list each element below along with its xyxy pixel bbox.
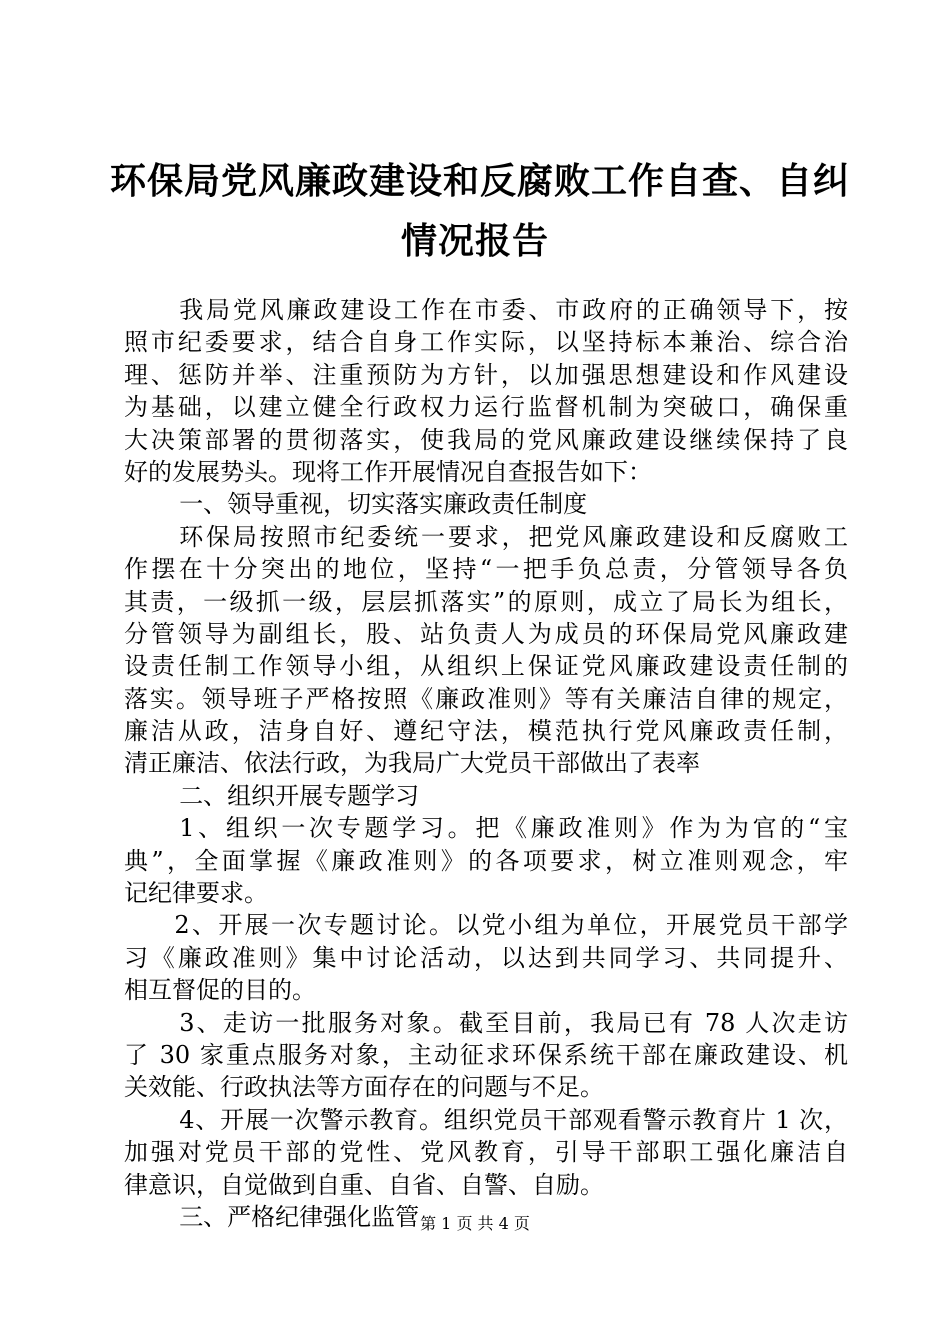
paragraph-line: 分管领导为副组长，股、站负责人为成员的环保局党风廉政建 bbox=[124, 619, 848, 648]
paragraph-line: 大决策部署的贯彻落实，使我局的党风廉政建设继续保持了良 bbox=[124, 425, 848, 454]
paragraph-line: 关效能、行政执法等方面存在的问题与不足。 bbox=[124, 1073, 604, 1102]
document-title-line-2: 情况报告 bbox=[400, 221, 549, 262]
paragraph-line: 清正廉洁、依法行政，为我局广大党员干部做出了表率 bbox=[124, 749, 700, 778]
paragraph-line: 相互督促的目的。 bbox=[124, 976, 316, 1005]
paragraph-line: 我局党风廉政建设工作在市委、市政府的正确领导下，按 bbox=[179, 296, 848, 324]
paragraph-line: 作摆在十分突出的地位，坚持“一把手负总责，分管领导各负 bbox=[124, 555, 848, 584]
paragraph-line: 2、开展一次专题讨论。以党小组为单位，开展党员干部学 bbox=[174, 911, 848, 940]
paragraph-line: 4、开展一次警示教育。组织党员干部观看警示教育片 1 次， bbox=[179, 1105, 848, 1134]
paragraph-line: 廉洁从政，洁身自好、遵纪守法，模范执行党风廉政责任制， bbox=[124, 717, 848, 746]
paragraph-line: 典”，全面掌握《廉政准则》的各项要求，树立准则观念，牢 bbox=[124, 846, 848, 875]
page-footer: 第 1 页 共 4 页 bbox=[420, 1214, 530, 1233]
paragraph-line: 环保局按照市纪委统一要求，把党风廉政建设和反腐败工 bbox=[179, 522, 848, 551]
paragraph-line: 理、惩防并举、注重预防为方针，以加强思想建设和作风建设 bbox=[124, 360, 848, 389]
paragraph-line: 照市纪委要求，结合自身工作实际，以坚持标本兼治、综合治 bbox=[124, 328, 848, 357]
paragraph-line: 落实。领导班子严格按照《廉政准则》等有关廉洁自律的规定， bbox=[124, 684, 848, 713]
document-body bbox=[124, 294, 848, 1233]
paragraph-line: 其责，一级抓一级，层层抓落实”的原则，成立了局长为组长， bbox=[124, 587, 848, 616]
paragraph-line: 习《廉政准则》集中讨论活动，以达到共同学习、共同提升、 bbox=[124, 943, 848, 972]
paragraph-line: 1、组织一次专题学习。把《廉政准则》作为为官的“宝 bbox=[179, 814, 848, 843]
paragraph-line: 了 30 家重点服务对象，主动征求环保系统干部在廉政建设、机 bbox=[124, 1040, 848, 1069]
paragraph-line: 好的发展势头。现将工作开展情况自查报告如下： bbox=[124, 457, 652, 486]
paragraph-line: 二、组织开展专题学习 bbox=[179, 781, 420, 810]
paragraph-line: 加强对党员干部的党性、党风教育，引导干部职工强化廉洁自 bbox=[124, 1138, 848, 1167]
paragraph-line: 为基础，以建立健全行政权力运行监督机制为突破口，确保重 bbox=[124, 393, 848, 422]
paragraph-line: 设责任制工作领导小组，从组织上保证党风廉政建设责任制的 bbox=[124, 652, 848, 681]
paragraph-line: 记纪律要求。 bbox=[124, 879, 268, 908]
paragraph-line: 三、严格纪律强化监管 bbox=[179, 1202, 420, 1231]
document-title-line-1: 环保局党风廉政建设和反腐败工作自查、自纠 bbox=[110, 161, 851, 202]
paragraph-line: 一、领导重视，切实落实廉政责任制度 bbox=[179, 490, 588, 519]
paragraph-line: 3、走访一批服务对象。截至目前，我局已有 78 人次走访 bbox=[179, 1008, 848, 1037]
paragraph-line: 律意识，自觉做到自重、自省、自警、自励。 bbox=[124, 1170, 604, 1199]
